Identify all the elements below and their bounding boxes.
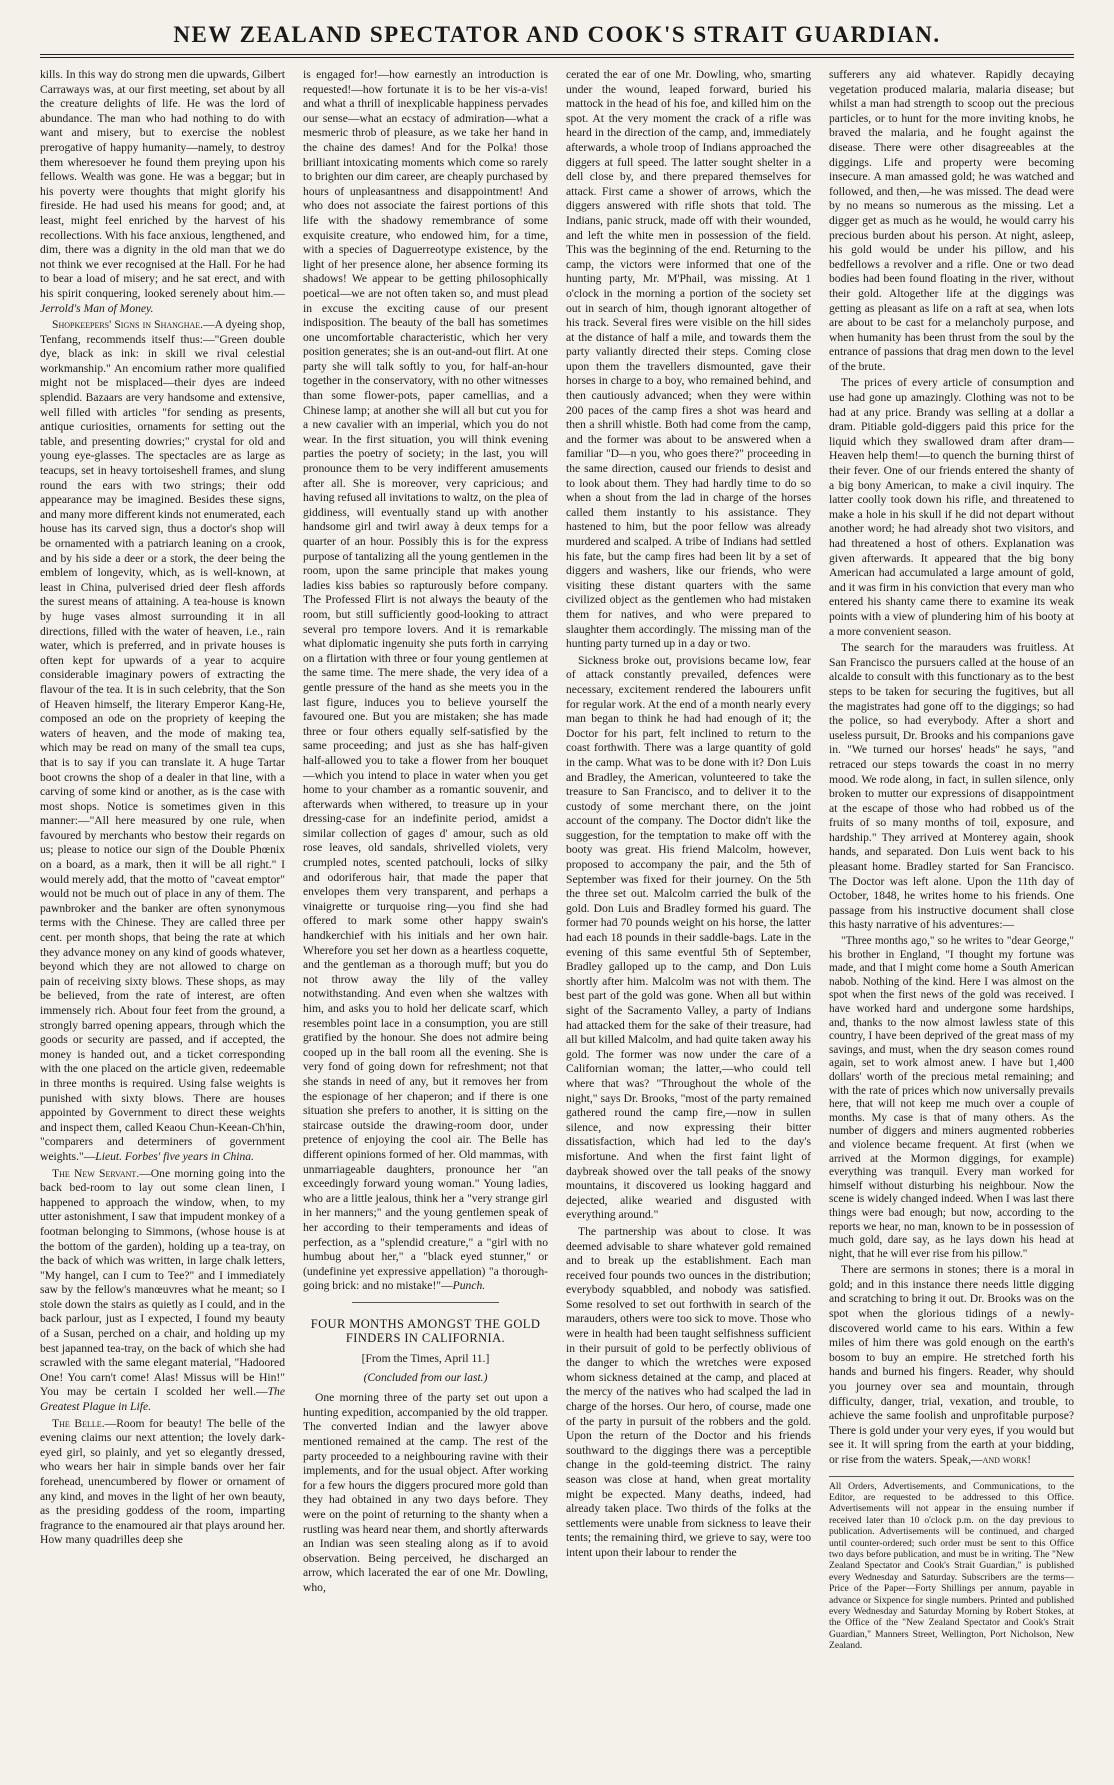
article-shopkeepers-signs: Shopkeepers' Signs in Shanghae.—A dyeing shop, Tenfang, recommends itself thus:—"Green double dye, black as ink: in skill we rival celestial workmanship." An encomium rather more qualified might not be misplaced—their dyes are indeed splendid. Bazaars are very handsome and extensive, well filled with articles "for sending as presents, antique curiosities, ornaments for setting out the table, and presenting dowries;" crystal for old and young eye-glasses. The spectacles are as large as teacups, set in heavy tortoiseshell frames, and slung round the ears with two strings; their odd appearance may be imagined. Besides these signs, and many more different kinds not enumerated, each house has its carved sign, thus a doctor's shop will be ornamented with a patriarch leaning on a crook, and by his side a deer or a stork, the deer being the emblem of longevity, which, as is well-known, at least in China, pulverised dried deer flesh affords the surest means of attaining. A tea-house is known by huge vases almost surrounding it in all directions, filled with the water of heaven, i.e., rain water, which is preferred, and in private houses is often kept for upwards of a year to acquire considerable imaginary powers of extracting the flavour of the tea. It is in such celebrity, that the Son of Heaven himself, the literary Emperor Kang-He, composed an ode on the propriety of keeping the waters of heaven, and the mode of making tea, which may be read on many of the small tea cups, that is to say if you can translate it. A huge Tartar boot crowns the shop of a dealer in that line, with a carving of some kind or another, as is the case with most shops. Notice is sometimes given in this manner:—"All here measured by one rule, when favoured by merchants who bestow their regards on us; please to notice our sign of the Double Phœnix on a board, as a mark, then it will be all right." I would merely add, that the motto of "caveat emptor" would not be much out of place in any of them. The pawnbroker and the banker are often synonymous terms with the Chinese. They are called three per cent. per month shops, that being the rate at which they advance money on any kind of goods whatever, beyond which they are not allowed to charge on pain of receiving sixty blows. These shops, as may be believed, from the rate of interest, are often immensely rich. About four feet from the ground, a strongly barred opening appears, through which the goods or security are passed, and if accepted, the money is handed out, and a ticket corresponding with the one placed on the article given, redeemable in three months is required. Using false weights is punished with sixty blows. There are houses appointed by Government to direct these weights and inspect them, called Keaou Chun-Keean-Ch'hin, "comparers and determiners of government weights."—Lieut. Forbes' five years in China. [40,318,285,1163]
source-attribution: The Greatest Plague in Life. [40,1385,285,1414]
divider [352,1302,499,1303]
article-text: is engaged for!—how earnestly an introduction is requested!—how fortunate it is to be her vis-a-vis! and what a thrill of inexplicable happiness pervades our sense—what an ecstacy of admiration—what a mesmeric throb of pleasure, as we take her hand in the chaine des dames! And for the Polka! those brilliant intoxicating moments which come so rarely to brighten our dim career, are cheaply purchased by hours of unpleasantness and disappointment! And who does not associate the fairest portions of this life with the shadowy remembrance of some exquisite creature, who endowed him, for a time, with a species of Daguerreotype existence, by the light of her presence alone, her absence forming its shadows! We appear to be getting philosophically poetical—we are not often taken so, and must plead in excuse the exciting cause of our present indisposition. The beauty of the ball has sometimes one uncomfortable characteristic, which her very position generates; she is an out-and-out flirt. At one party she will talk softly to you, for half-an-hour together in the conservatory, with no other witnesses than some flower-pots, paper camellias, and a Chinese lamp; at another she will all but cut you for a new cavalier with an imperial, which you do not wear. In the first situation, you will think evening parties the poetry of society; in the last, you will pronounce them to be very indifferent amusements after all. She is moreover, very capricious; and having refused all invitations to waltz, on the plea of giddiness, will eventually stand up with another handsome girl and twirl away à deux temps for a quarter of an hour. Possibly this is for the express purpose of tantalizing all the young gentlemen in the room, upon the same principle that makes young ladies kiss babies so rapturously before company. The Professed Flirt is not always the beauty of the room, but still sufficiently good-looking to attract several pro tempore lovers. And it is remarkable what diplomatic ingenuity she puts forth in carrying on a flirtation with three or four young gentlemen at the same time. The mere shade, the very idea of a gentle pressure of the hand as she meets you in the last figure, induces you to believe yourself the favoured one. But you are mistaken; she has made three or four others equally self-satisfied by the same proceeding; and just as she has half-given half-allowed you to take a flower from her bouquet—which you intend to place in water when you get home to your chamber as a romantic souvenir, and afterwards when withered, to treasure up in your dressing-case for an indefinite period, amidst a similar collection of gages d' amour, such as old rose leaves, old sandals, shrivelled violets, very crumpled notes, scented patchouli, locks of silky and odoriferous hair, that made the paper that envelopes them very transparent, and perhaps a vinaigrette or turquoise ring—you find she had offered to mark some other happy swain's handkerchief with his initials and her own hair. Wherefore you set her down as a heartless coquette, and the gentleman as a thorough muff; but you do not throw away the lily of the valley notwithstanding. And even when she waltzes with him, and asks you to hold her delicate scarf, which resembles point lace in a consumption, you are still gratified by the honour. She does not admire being cooped up in the ball room all the evening. She is very fond of going down for refreshment; not that she stands in need of any, but it removes her from the espionage of her chaperon; and if there is one situation she prefers to another, it is sitting on the staircase outside the drawing-room door, under pretence of enjoying the cool air. The Belle has different opinions formed of her. Old mammas, with unmarriageable daughters, pronounce her "an exceedingly forward young woman." Young ladies, who are a little jealous, think her a "very strange girl in her manners;" and the young gentlemen speak of her according to their temperaments and ideas of perfection, as a "splendid creature," a "girl with no humbug about her," a "black eyed stunner," or (undefinine yet expressive appellation) "a thorough-going brick: and no mistake!"—Punch. [303,68,548,1293]
section-heading: Shopkeepers' Signs in Shanghae. [52,318,204,332]
section-heading: The Belle. [52,1416,105,1430]
source-attribution: Punch. [452,1279,486,1293]
article-text: Sickness broke out, provisions became low, fear of attack constantly prevailed, defences were necessary, excitement rendered the labourers unfit for regular work. At the end of a month nearly every man began to think he had had enough of it; the Doctor for his part, felt inclined to return to the coast forthwith. There was a large quantity of gold in the camp. What was to be done with it? Don Luis and Bradley, the American, volunteered to take the treasure to San Francisco, and to deliver it to the custody of some merchant there, on the joint account of the company. The Doctor didn't like the suggestion, for the temptation to make off with the booty was great. His friend Malcolm, however, proposed to accompany the pair, and the 5th of September was fixed for their journey. On the 5th the three set out. Malcolm carried the bulk of the gold. Don Luis and Bradley formed his guard. The former had 70 pounds weight on his horse, the latter had each 18 pounds in their saddle-bags. Late in the evening of this same eventful 5th of September, Bradley galloped up to the camp, and Don Luis shortly after him. Malcolm was not with them. The best part of the gold was gone. When all but within sight of the Sacramento Valley, a party of Indians had attacked them for the sake of their treasure, had all but killed Malcolm, and had quite taken away his gold. The former was now under the care of a Californian woman; the latter,—who could tell where that was? "Throughout the whole of the night," says Dr. Brooks, "most of the party remained gathered round the camp fire,—now in sullen silence, and now expressing their bitter dissatisfaction, which had led to the day's misfortune. And when the first faint light of daybreak showed over the tall peaks of the snowy mountains, it discovered us looking haggard and dejected, alike wearied and disgusted with everything around." [566,653,811,1222]
article-source: [From the Times, April 11.] [361,1352,490,1366]
article-continuation: (Concluded from our last.) [363,1370,488,1384]
column-3 [566,68,811,1768]
section-heading: The New Servant. [52,1166,140,1180]
article-text: cerated the ear of one Mr. Dowling, who, smarting under the wound, leaped forward, buried his mattock in the head of his foe, and killed him on the spot. At the very moment the crack of a rifle was heard in the direction of the camp, and, immediately afterwards, a whole troop of Indians approached the diggers at full speed. The latter sought shelter in a dell close by, and there prepared themselves for attack. First came a shower of arrows, which the diggers answered with rifle shots that told. The Indians, panic struck, made off with their wounded, and left the white men in possession of the field. This was the beginning of the end. Returning to the camp, the victors were informed that one of the hunting party, Mr. M'Phail, was missing. At 1 o'clock in the morning a portion of the society set out in search of him, though ignorant altogether of his track. Several fires were visible on the hill sides at the distance of half a mile, and towards them the party valiantly directed their steps. Coming close upon them the travellers dismounted, gave their horses in charge to a boy, who remained behind, and then cautiously advanced; when they were within 200 paces of the camp fires a shot was heard and then a shrill whistle. Both had come from the camp, and the former was about to be answered when a familiar "D—n you, who goes there?" proceeding in the same direction, caused our friends to desist and to look about them. They had hardly time to do so when a shout from the lad in charge of the horses called them instantly to his assistance. They hastened to him, but the poor fellow was already murdered and scalped. A tribe of Indians had settled his fate, but the camp fires had been lit by a set of diggers and washers, like our friends, who were visiting these distant quarters with the same civilized object as the gentlemen who had mistaken them for natives, and who were prepared to slaughter them accordingly. The missing man of the hunting party turned up in a day or two. [566,68,811,651]
article-text: There are sermons in stones; there is a moral in gold; and in this instance there needs little digging and scratching to bring it out. Dr. Brooks was on the spot when the glorious tidings of a newly-discovered world came to his ears. Within a few miles of him there was gold enough on the earth's bosom to buy an empire. He stretched forth his hands and burned his fingers. Reader, why should you journey over sea and mountain, through difficulty, danger, trial, vexation, and trouble, to achieve the same foolish and unprofitable purpose? There is gold under your very eyes, if you would but see it. It will spring from the earth at your bidding, or rise from the waters. Speak,—and work! [829,1263,1074,1466]
source-attribution: Lieut. Forbes' five years in China. [95,1149,254,1163]
article-the-belle: The Belle.—Room for beauty! The belle of the evening claims our next attention; the lovely dark-eyed girl, so plainly, and yet so elegantly dressed, who wears her hair in simple bands over her fair forehead, unencumbered by flower or ornament of any kind, and moves in the light of her own beauty, as the presiding goddess of the room, imparting fragrance to the enamoured air that plays around her. How many quadrilles deep she [40,1416,285,1547]
column-4 [829,68,1074,1768]
publication-notice [829,1476,1074,1652]
article-text: The prices of every article of consumption and use had gone up amazingly. Clothing was not to be had at any price. Brandy was selling at a dollar a dram. Pitiable gold-diggers paid this price for the liquid which they swallowed dram after dram—Heaven help them!—to quench the burning thirst of their fever. One of our friends entered the shanty of a big bony American, to make a civil inquiry. The latter coolly took down his rifle, and threatened to make a hole in his skull if he did not depart without another word; he had already shot two visitors, and had threatened a host of others. Explanation was given afterwards. It appeared that the big bony American had accumulated a large amount of gold, and it was firm in his conviction that every man who entered his shanty came there to examine its weak points with a view of plundering him of his booty at a more convenient season. [829,376,1074,638]
article-letter: "Three months ago," so he writes to "dear George," his brother in England, "I thought my fortune was made, and that I might come home a South American nabob. Nothing of the kind. Here I was almost on the spot when the first news of the gold was received. I have worked hard and undergone some hardships, and, thanks to the now almost lawless state of this country, I have been deprived of the great mass of my savings, and must, when the dry season comes round again, set to work almost anew. I have but 1,400 dollars' worth of the precious metal remaining; and with the rate of prices which now universally prevails here, that will not keep me much over a couple of months. My case is that of many others. As the number of diggers and miners augmented robberies and violence became frequent. At first (when we arrived at the Mormon diggings, for example) everything was tranquil. Every man worked for himself without disturbing his neighbour. Now the scene is widely changed indeed. When I was last there things were bad enough; but now, according to the reports we hear, no man, known to be in possession of much gold, dare say, as he lays down his head at night, that he will ever rise from his pillow." [829,935,1074,1260]
article-text: The partnership was about to close. It was deemed advisable to share whatever gold remained and to break up the establishment. Each man received four pounds two ounces in the distribution; everybody squabbled, and nobody was satisfied. Some resolved to set out forthwith in search of the marauders, others were too sick to move. Those who were in health had been taught selfishness sufficient in their pursuit of gold to be perfectly oblivious of the danger to which the wretches were exposed whom sickness detained at the camp, and placed at the mercy of the natives who had scalped the lad in charge of the horses. Our hero, of course, made one of the party in pursuit of the robbers and the gold. Upon the return of the Doctor and his friends southward to the diggings there was a perceptible change in the gold-teeming district. The rainy season was close at hand, when great mortality might be expected. Many deaths, indeed, had already taken place. Two thirds of the folks at the settlements were unable from sickness to leave their tents; the remaining third, we grieve to say, were too intent upon their labour to render the [566,1224,811,1559]
article-text: kills. In this way do strong men die upwards, Gilbert Carraways was, at our first meeting, set about by all the creature delights of life. He was the lord of abundance. The man who had nothing to do with want and misery, but to exercise the noblest prerogative of happy humanity—namely, to destroy them wheresoever he found them preying upon his fellows. Wealth was gone. He was a beggar; but in his poverty were thoughts that might glorify his fireside. He had used his means for good; and, at least, might feel enriched by the harvest of his recollections. With his face anxious, lengthened, and dim, there was a dignity in the old man that we do not think we ever recognised at the Hall. For he had to bear a load of misery; and he sat erect, and with his spirit conquering, looked serenely about him.—Jerrold's Man of Money. [40,68,285,315]
article-new-servant: The New Servant.—One morning going into the back bed-room to lay out some clean linen, I happened to approach the window, when, to my utter astonishment, I saw that impudent monkey of a footman belonging to Simmons, (whose house is at the bottom of the garden), holding up a tea-tray, on the back of which was written, in large chalk letters, "My hangel, can I cum to Tee?" and I immediately saw by the fellow's manœuvres what he meant; so I stole down the stairs as quietly as I could, and in the back parlour, just as I expected, I found my beauty of a Susan, perched on a chair, and holding up my best japanned tea-tray, on the back of which she had scrawled with the same elegant material, "Hadoored One! You carn't come! Alas! Missus will be Hin!" You may be certain I scolded her well.—The Greatest Plague in Life. [40,1166,285,1414]
closing-phrase: and work! [982,1453,1032,1466]
article-text: sufferers any aid whatever. Rapidly decaying vegetation produced malaria, malaria disease; but whilst a man had strength to scoop out the precious particles, or to hunt for the more inviting knobs, he braved the malaria, and he fought against the disease. There were other disagreeables at the diggings. Life and property were becoming insecure. A man amassed gold; he was watched and followed, and then,—he was missed. The dead were by no means so numerous as the missing. Let a digger get as much as he would, he would carry his precious burden about his person. At night, asleep, his gold would be under his pillow, and his bedfellows a revolver and a rifle. One or two dead bodies had been found floating in the river, without their gold. Altogether life at the diggings was getting as pleasant as life on a raft at sea, when lots are about to be cast for a melancholy purpose, and when humanity has been thrust from the soul by the entrance of passions that drag men down to the level of the brute. [829,68,1074,373]
column-1 [40,68,285,1768]
masthead-title: NEW ZEALAND SPECTATOR AND COOK'S STRAIT GUARDIAN. [173,22,941,47]
notice-text: All Orders, Advertisements, and Communications, to the Editor, are requested to be addressed to this Office. Advertisements will not appear in the ensuing number if received later than 10 o'clock p.m. on the day previous to publication. Advertisements will be continued, and charged until counter-ordered; such order must be sent to this Office two days before publication, and must be in writing. The "New Zealand Spectator and Cook's Strait Guardian," is published every Wednesday and Saturday. Subscribers are the terms—Price of the Paper—Forty Shillings per annum, payable in advance or Sixpence for single numbers. Printed and published every Wednesday and Saturday Morning by Robert Stokes, at the Office of the "New Zealand Spectator and Cook's Strait Guardian," Manners Street, Wellington, Port Nicholson, New Zealand. [829,1480,1074,1652]
article-text: One morning three of the party set out upon a hunting expedition, accompanied by the old trapper. The converted Indian and the lawyer above mentioned remained at the camp. The rest of the party proceeded to a neighbouring ravine with their implements, and for the usual object. After working for a few hours the diggers procured more gold than they had obtained in any two days before. They were on the point of returning to the shanty when a rustling was heard near them, and shortly afterwards an Indian was seen stealing along as if to avoid observation. Being perceived, he discharged an arrow, which lacerated the ear of one Mr. Dowling, who, [303,1391,548,1594]
article-title: FOUR MONTHS AMONGST THE GOLD FINDERS IN CALIFORNIA. [310,1316,541,1346]
masthead-rule [40,54,1074,58]
source-attribution: Jerrold's Man of Money. [40,301,154,315]
column-2 [303,68,548,1768]
article-text: The search for the marauders was fruitless. At San Francisco the pursuers called at the house of an alcalde to consult with this functionary as to the best steps to be taken for securing the fugitives, but all the magistrates had gone off to the diggings; so had the police, so had everybody. After a short and useless pursuit, Dr. Brooks and his companions gave in. "We turned our horses' heads" he says, "and retraced our steps towards the coast in no merry mood. We rode along, in fact, in sullen silence, only broken to mutter our expressions of disappointment at the escape of those who had robbed us of the fruits of so many months of toil, exposure, and hardship." They arrived at Monterey again, shook hands, and separated. Don Luis went back to his pleasant home. Bradley started for San Francisco. The Doctor was left alone. Upon the 11th day of October, 1848, he writes home to his friends. One passage from his instructive document shall close this hasty narrative of his adventures:— [829,641,1074,932]
columns [40,68,1074,1768]
